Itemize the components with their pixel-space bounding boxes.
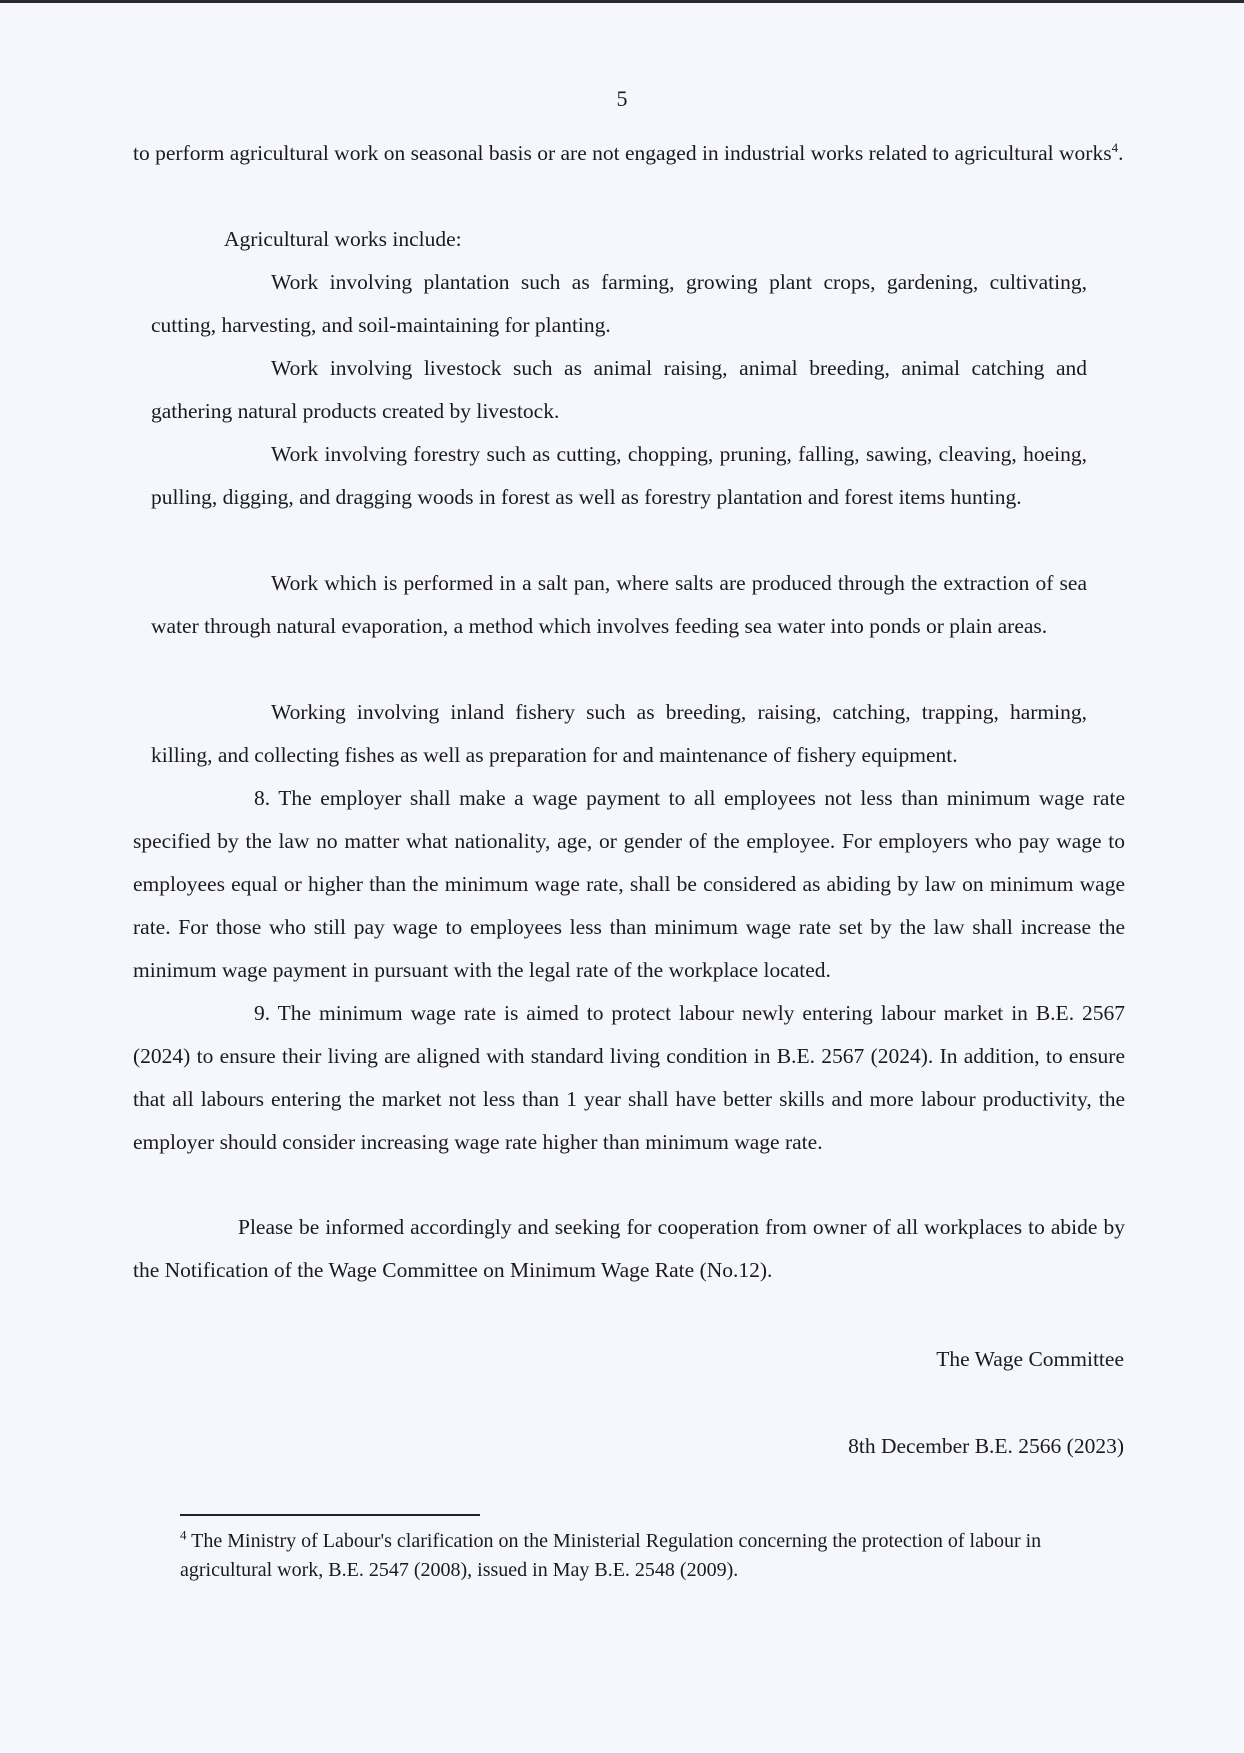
- signature-date: 8th December B.E. 2566 (2023): [848, 1434, 1124, 1458]
- paragraph-salt-pan: Work which is performed in a salt pan, where salts are produced through the extraction of sea water through natural evaporation, a method which involves feeding sea water into ponds or plain areas.: [151, 571, 1087, 638]
- agricultural-works-heading: Agricultural works include:: [224, 227, 462, 251]
- page-number: 5: [616, 86, 628, 111]
- paragraph-continuation-end: .: [1118, 141, 1124, 165]
- footnote-reference: 4: [1111, 139, 1119, 155]
- paragraph-continuation-text: to perform agricultural work on seasonal basis or are not engaged in industrial works related to agricultural works: [133, 141, 1112, 165]
- footnote: [180, 1527, 1100, 1585]
- paragraph-clause-9: 9. The minimum wage rate is aimed to protect labour newly entering labour market in B.E. 2567 (2024) to ensure their living are aligned with standard living condition in B.E. 2567 (2024). In addition, to ensure that all labours entering the market not less than 1 year shall have better skills and more labour productivity, the employer should consider increasing wage rate higher than minimum wage rate.: [133, 1001, 1125, 1154]
- paragraph-continuation: [133, 132, 1125, 175]
- footnote-divider: [180, 1514, 480, 1516]
- paragraph-clause-8: 8. The employer shall make a wage payment to all employees not less than minimum wage rate specified by the law no matter what nationality, age, or gender of the employee. For employers who pay wage to employees equal or higher than the minimum wage rate, shall be considered as abiding by law on minimum wage rate. For those who still pay wage to employees less than minimum wage rate set by the law shall increase the minimum wage payment in pursuant with the legal rate of the workplace located.: [133, 786, 1125, 982]
- paragraph-livestock: Work involving livestock such as animal raising, animal breeding, animal catching and gathering natural products created by livestock.: [151, 356, 1087, 423]
- paragraph-plantation: Work involving plantation such as farming, growing plant crops, gardening, cultivating, cutting, harvesting, and soil-maintaining for planting.: [151, 270, 1087, 337]
- footnote-marker: 4: [180, 1527, 187, 1543]
- footnote-text: The Ministry of Labour's clarification on the Ministerial Regulation concerning the protection of labour in agricultural work, B.E. 2547 (2008), issued in May B.E. 2548 (2009).: [180, 1530, 1042, 1581]
- paragraph-inland-fishery: Working involving inland fishery such as breeding, raising, catching, trapping, harming, killing, and collecting fishes as well as preparation for and maintenance of fishery equipment.: [151, 700, 1087, 767]
- paragraph-forestry: Work involving forestry such as cutting, chopping, pruning, falling, sawing, cleaving, hoeing, pulling, digging, and dragging woods in forest as well as forestry plantation and forest items hunting.: [151, 442, 1087, 509]
- paragraph-closing: Please be informed accordingly and seeking for cooperation from owner of all workplaces to abide by the Notification of the Wage Committee on Minimum Wage Rate (No.12).: [133, 1215, 1125, 1282]
- signature-committee: The Wage Committee: [936, 1347, 1124, 1371]
